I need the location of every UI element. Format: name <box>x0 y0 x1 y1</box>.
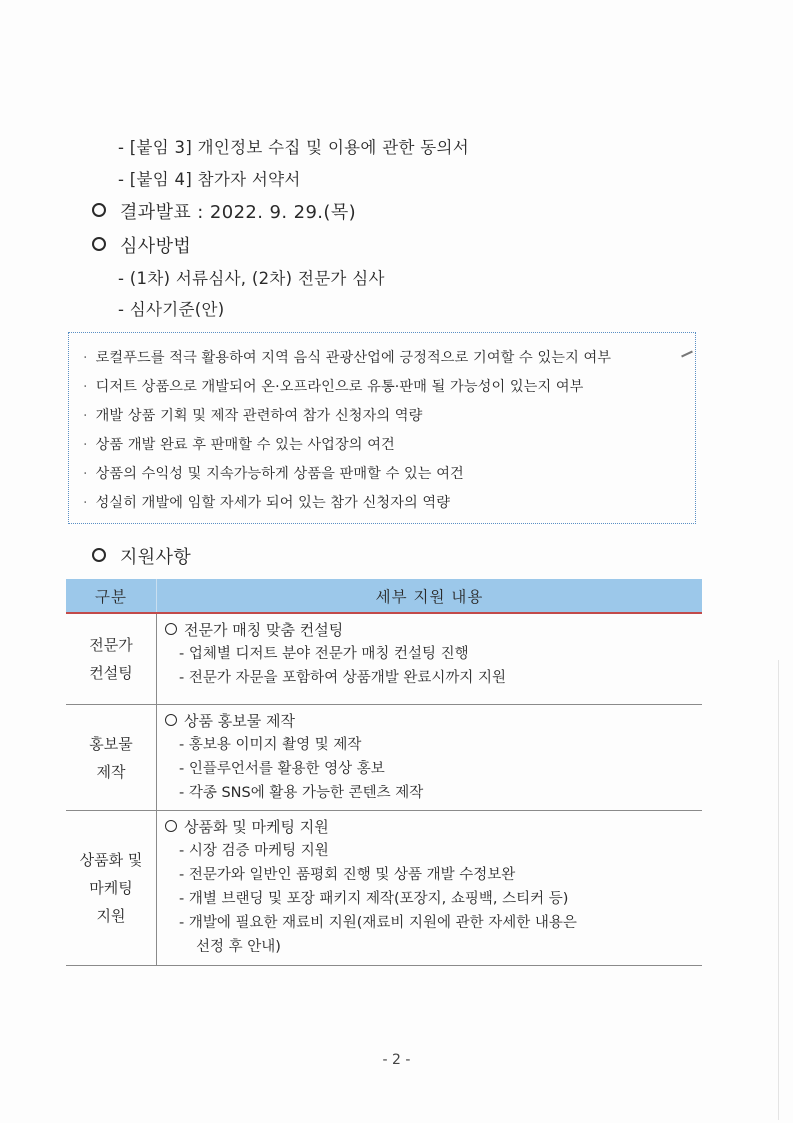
attachment-3: - [붙임 3] 개인정보 수집 및 이용에 관한 동의서 <box>118 138 469 157</box>
attachment-4: - [붙임 4] 참가자 서약서 <box>118 170 301 189</box>
hollow-circle-icon <box>92 548 106 562</box>
details-cell: 상품 홍보물 제작 - 홍보용 이미지 촬영 및 제작 - 인플루언서를 활용한 영상 홍보 - 각종 SNS에 활용 가능한 콘텐츠 제작 <box>157 705 703 811</box>
table-header-row <box>66 579 702 613</box>
scan-edge-line <box>778 660 779 1120</box>
column-header-category: 구분 <box>66 579 157 613</box>
criteria-item: · 상품의 수익성 및 지속가능하게 상품을 판매할 수 있는 여건 <box>83 466 464 482</box>
criteria-item: · 개발 상품 기획 및 제작 관련하여 참가 신청자의 역량 <box>83 408 423 424</box>
pencil-mark <box>681 351 693 358</box>
support-heading: 지원사항 <box>92 543 191 569</box>
details-cell: 상품화 및 마케팅 지원 - 시장 검증 마케팅 지원 - 전문가와 일반인 품평회 진행 및 상품 개발 수정보완 - 개별 브랜딩 및 포장 패키지 제작(포장지, 쇼핑백, 스티커 등) - 개발에 필요한 재료비 지원(재료비 지원에 관한 자세한 내용은 선정 후 안내) <box>157 811 703 966</box>
criteria-item: · 로컬푸드를 적극 활용하여 지역 음식 관광산업에 긍정적으로 기여할 수 있는지 여부 <box>83 350 612 366</box>
criteria-item: · 상품 개발 완료 후 판매할 수 있는 사업장의 여건 <box>83 437 395 453</box>
table-row <box>66 811 702 966</box>
details-cell: 전문가 매칭 맞춤 컨설팅 - 업체별 디저트 분야 전문가 매칭 컨설팅 진행 - 전문가 자문을 포함하여 상품개발 완료시까지 지원 <box>157 613 703 705</box>
hollow-circle-icon <box>92 203 106 217</box>
review-item-stages: - (1차) 서류심사, (2차) 전문가 심사 <box>118 269 385 288</box>
category-cell: 전문가 컨설팅 <box>66 613 157 705</box>
hollow-circle-icon <box>165 820 177 832</box>
hollow-circle-icon <box>165 623 177 635</box>
review-heading: 심사방법 <box>92 232 191 258</box>
result-heading: 결과발표 : 2022. 9. 29.(목) <box>92 198 356 224</box>
table-row <box>66 705 702 811</box>
hollow-circle-icon <box>165 714 177 726</box>
criteria-item: · 성실히 개발에 임할 자세가 되어 있는 참가 신청자의 역량 <box>83 495 451 511</box>
criteria-box <box>68 332 696 524</box>
category-cell: 홍보물 제작 <box>66 705 157 811</box>
criteria-item: · 디저트 상품으로 개발되어 온·오프라인으로 유통·판매 될 가능성이 있는지 여부 <box>83 379 584 395</box>
page-number: - 2 - <box>382 1052 411 1068</box>
hollow-circle-icon <box>92 237 106 251</box>
category-cell: 상품화 및 마케팅 지원 <box>66 811 157 966</box>
column-header-details: 세부 지원 내용 <box>157 579 703 613</box>
review-item-criteria: - 심사기준(안) <box>118 300 225 319</box>
table-row <box>66 613 702 705</box>
support-table <box>66 579 702 966</box>
